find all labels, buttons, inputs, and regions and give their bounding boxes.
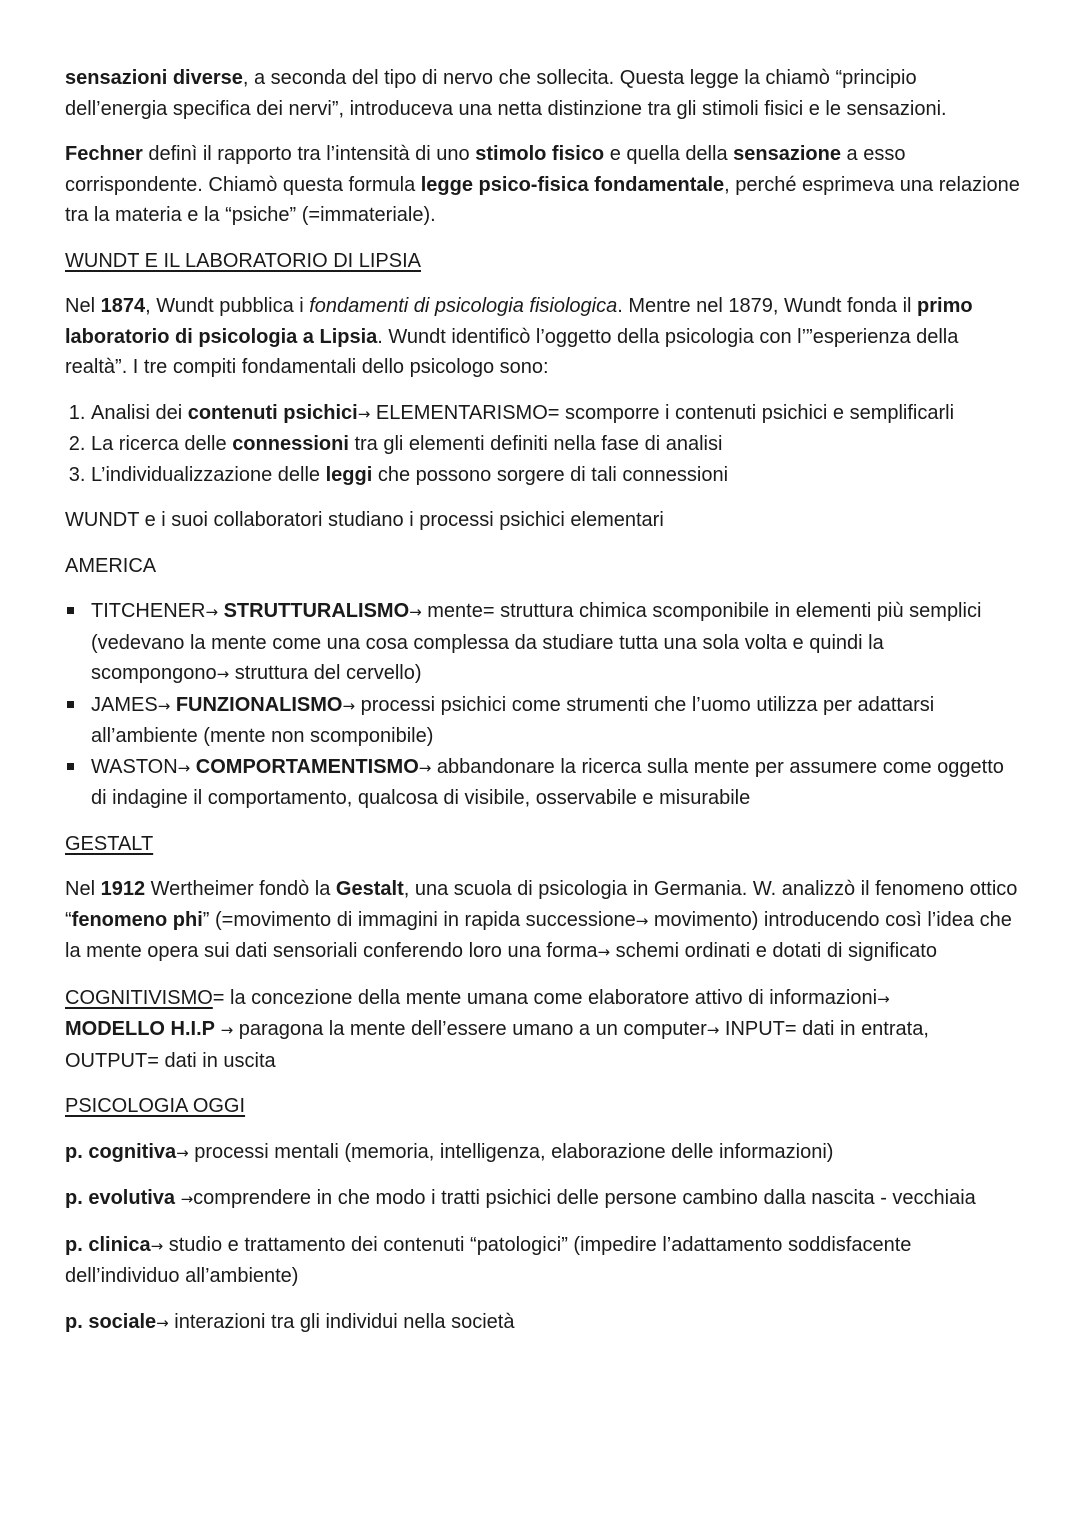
- tasks-list: [65, 398, 1020, 491]
- paragraph-gestalt: Nel 1912 Wertheimer fondò la Gestalt, una scuola di psicologia in Germania. W. analizzò il fenomeno ottico “fenomeno phi” (=movimento di immagini in rapida successione→ movimento) introducendo così l’idea che la mente opera sui dati sensoriali conferendo loro una forma→ schemi ordinati e dotati di significato: [65, 878, 1018, 962]
- arrow-icon: →: [220, 1021, 234, 1039]
- paragraph-cognitivismo: COGNITIVISMO= la concezione della mente umana come elaboratore attivo di informazioni→ MODELLO H.I.P → paragona la mente dell’essere umano a un computer→ INPUT= dati in entrata, OUTPUT= dati in uscita: [65, 986, 929, 1072]
- heading-psicologia-oggi: PSICOLOGIA OGGI: [65, 1095, 246, 1117]
- paragraph-p-clinica: p. clinica→ studio e trattamento dei contenuti “patologici” (impedire l’adattamento soddisfacente dell’individuo all’ambiente): [65, 1233, 912, 1287]
- paragraph-sensazioni: sensazioni diverse, a seconda del tipo di nervo che sollecita. Questa legge la chiamò “principio dell’energia specifica dei nervi”, introduceva una netta distinzione tra gli stimoli fisici e le sensazioni.: [65, 67, 947, 120]
- list-item: 3. L’individualizzazione delle leggi che possono sorgere di tali connessioni: [91, 460, 1020, 491]
- arrow-icon: →: [156, 1313, 169, 1332]
- arrow-icon: →: [409, 603, 422, 621]
- arrow-icon: →: [418, 758, 432, 777]
- paragraph-fechner: Fechner definì il rapporto tra l’intensità di uno stimolo fisico e quella della sensazione a esso corrispondente. Chiamò questa formula legge psico-fisica fondamentale, perché esprimeva una relazione tra la materia e la “psiche” (=immateriale).: [65, 143, 1020, 226]
- arrow-icon: →: [635, 911, 649, 930]
- list-item: JAMES→ FUNZIONALISMO→ processi psichici come strumenti che l’uomo utilizza per adattarsi all’ambiente (mente non scomponibile): [91, 690, 1020, 752]
- heading-wundt: WUNDT E IL LABORATORIO DI LIPSIA: [65, 249, 422, 272]
- paragraph-wundt: Nel 1874, Wundt pubblica i fondamenti di psicologia fisiologica. Mentre nel 1879, Wundt fonda il primo laboratorio di psicologia a Lipsia. Wundt identificò l’oggetto della psicologia con l’”esperienza della realtà”. I tre compiti fondamentali dello psicologo sono:: [65, 295, 973, 378]
- schools-list: [65, 596, 1020, 814]
- arrow-icon: →: [877, 989, 890, 1008]
- paragraph-p-sociale: p. sociale→ interazioni tra gli individui nella società: [65, 1310, 515, 1333]
- arrow-icon: →: [157, 696, 171, 715]
- paragraph-p-cognitiva: p. cognitiva→ processi mentali (memoria, intelligenza, elaborazione delle informazioni): [65, 1140, 834, 1163]
- arrow-icon: →: [150, 1236, 164, 1255]
- list-item: WASTON→ COMPORTAMENTISMO→ abbandonare la ricerca sulla mente per assumere come oggetto di indagine il comportamento, qualcosa di visibile, osservabile e misurabile: [91, 752, 1020, 814]
- arrow-icon: →: [357, 404, 371, 423]
- paragraph-wundt-collaboratori: WUNDT e i suoi collaboratori studiano i processi psichici elementari: [65, 509, 664, 531]
- arrow-icon: →: [180, 1190, 194, 1208]
- list-item: 2. La ricerca delle connessioni tra gli elementi definiti nella fase di analisi: [91, 429, 1020, 460]
- arrow-icon: →: [216, 665, 230, 683]
- document-page: [65, 63, 1020, 1353]
- heading-cognitivismo: COGNITIVISMO: [65, 986, 213, 1009]
- arrow-icon: →: [176, 1143, 189, 1162]
- paragraph-p-evolutiva: p. evolutiva →comprendere in che modo i tratti psichici delle persone cambino dalla nascita - vecchiaia: [65, 1187, 976, 1209]
- list-item: 1. Analisi dei contenuti psichici→ ELEMENTARISMO= scomporre i contenuti psichici e semplificarli: [91, 398, 1020, 430]
- arrow-icon: →: [177, 758, 191, 777]
- arrow-icon: →: [706, 1021, 720, 1039]
- list-item: TITCHENER→ STRUTTURALISMO→ mente= struttura chimica scomponibile in elementi più semplici (vedevano la mente come una cosa complessa da studiare tutta una sola volta e quindi la scompongono→ struttura del cervello): [91, 596, 1020, 690]
- arrow-icon: →: [342, 696, 356, 715]
- arrow-icon: →: [597, 943, 611, 961]
- heading-gestalt: GESTALT: [65, 832, 154, 855]
- arrow-icon: →: [205, 603, 219, 621]
- paragraph-america: AMERICA: [65, 554, 157, 577]
